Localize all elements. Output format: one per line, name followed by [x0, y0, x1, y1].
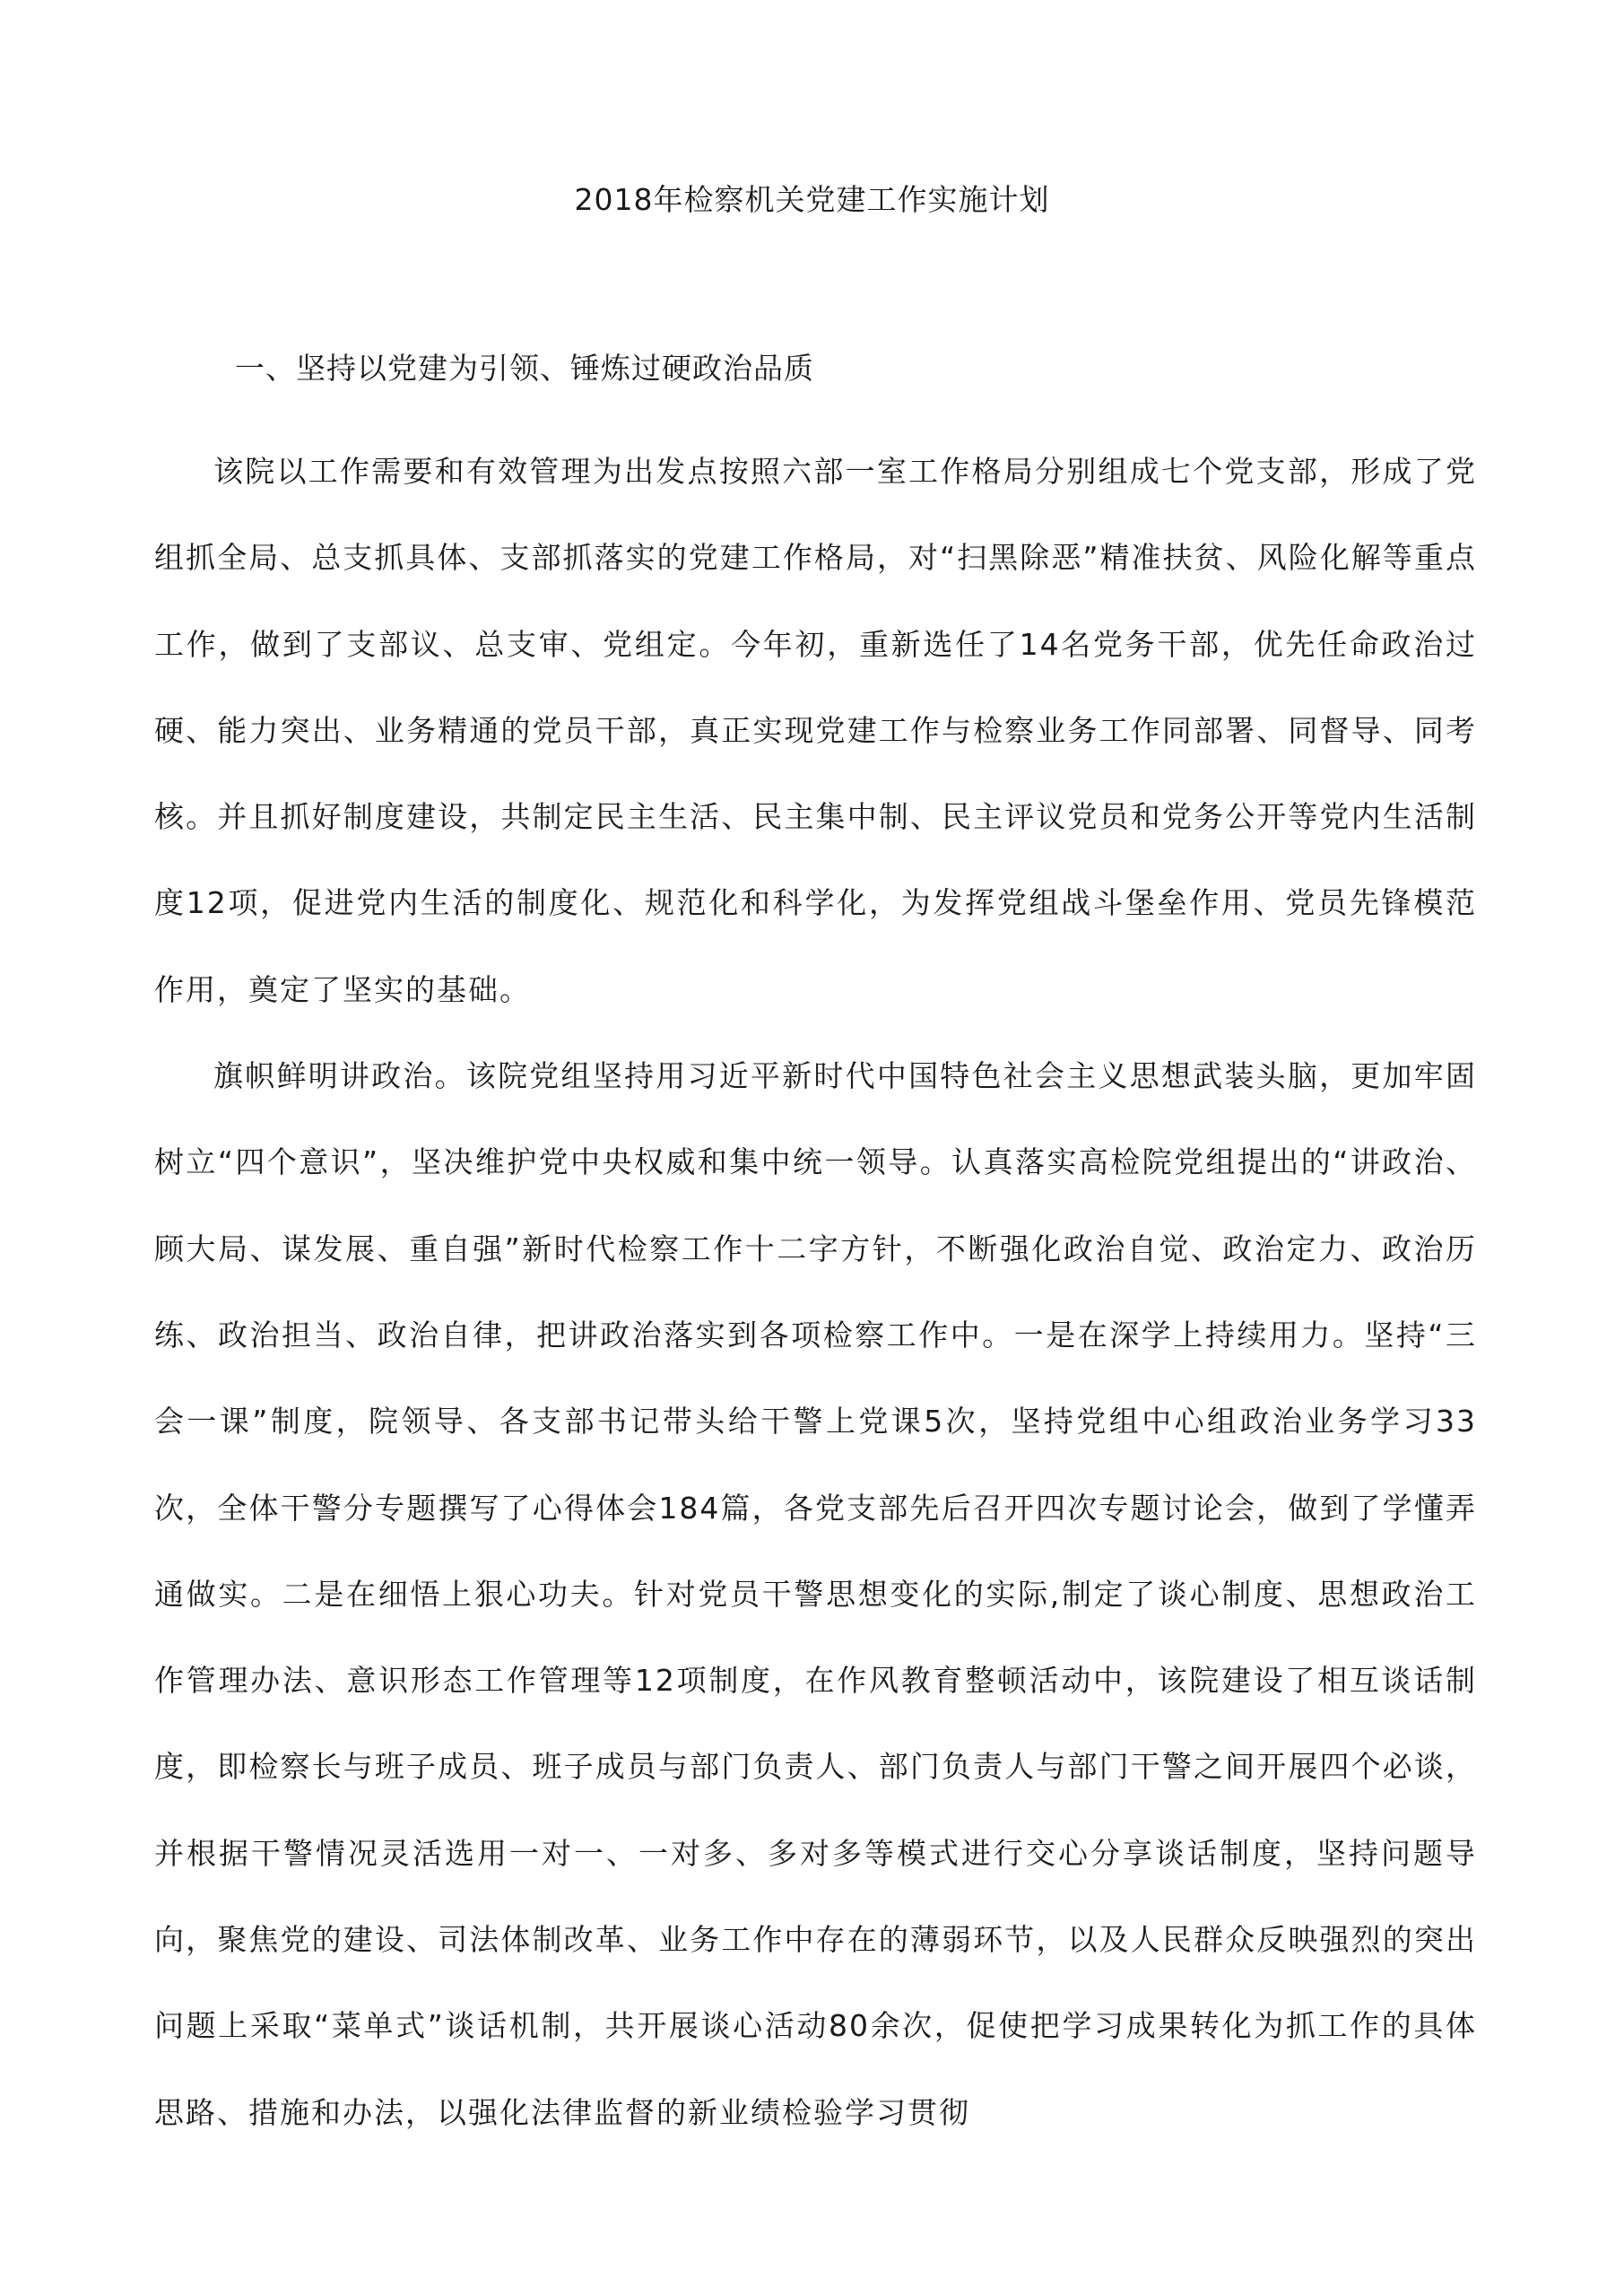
document-title: 2018年检察机关党建工作实施计划	[574, 182, 1050, 217]
section-heading: 一、坚持以党建为引领、锤炼过硬政治品质	[235, 351, 814, 386]
paragraph-1: 该院以工作需要和有效管理为出发点按照六部一室工作格局分别组成七个党支部，形成了党组抓全局、总支抓具体、支部抓落实的党建工作格局，对“扫黑除恶”精准扶贫、风险化解等重点工作，做到了支部议、总支审、党组定。今年初，重新选任了14名党务干部，优先任命政治过硬、能力突出、业务精通的党员干部，真正实现党建工作与检察业务工作同部署、同督导、同考核。并且抓好制度建设，共制定民主生活、民主集中制、民主评议党员和党务公开等党内生活制度12项，促进党内生活的制度化、规范化和科学化，为发挥党组战斗堡垒作用、党员先锋模范作用，奠定了坚实的基础。	[154, 454, 1477, 1007]
document-body	[154, 429, 1477, 2156]
paragraph-2: 旗帜鲜明讲政治。该院党组坚持用习近平新时代中国特色社会主义思想武装头脑，更加牢固树立“四个意识”，坚决维护党中央权威和集中统一领导。认真落实高检院党组提出的“讲政治、顾大局、谋发展、重自强”新时代检察工作十二字方针，不断强化政治自觉、政治定力、政治历练、政治担当、政治自律，把讲政治落实到各项检察工作中。一是在深学上持续用力。坚持“三会一课”制度，院领导、各支部书记带头给干警上党课5次，坚持党组中心组政治业务学习33次，全体干警分专题撰写了心得体会184篇，各党支部先后召开四次专题讨论会，做到了学懂弄通做实。二是在细悟上狠心功夫。针对党员干警思想变化的实际,制定了谈心制度、思想政治工作管理办法、意识形态工作管理等12项制度，在作风教育整顿活动中，该院建设了相互谈话制度，即检察长与班子成员、班子成员与部门负责人、部门负责人与部门干警之间开展四个必谈，并根据干警情况灵活选用一对一、一对多、多对多等模式进行交心分享谈话制度，坚持问题导向，聚焦党的建设、司法体制改革、业务工作中存在的薄弱环节，以及人民群众反映强烈的突出问题上采取“菜单式”谈话机制，共开展谈心活动80余次，促使把学习成果转化为抓工作的具体思路、措施和办法，以强化法律监督的新业绩检验学习贯彻	[154, 1058, 1477, 2130]
